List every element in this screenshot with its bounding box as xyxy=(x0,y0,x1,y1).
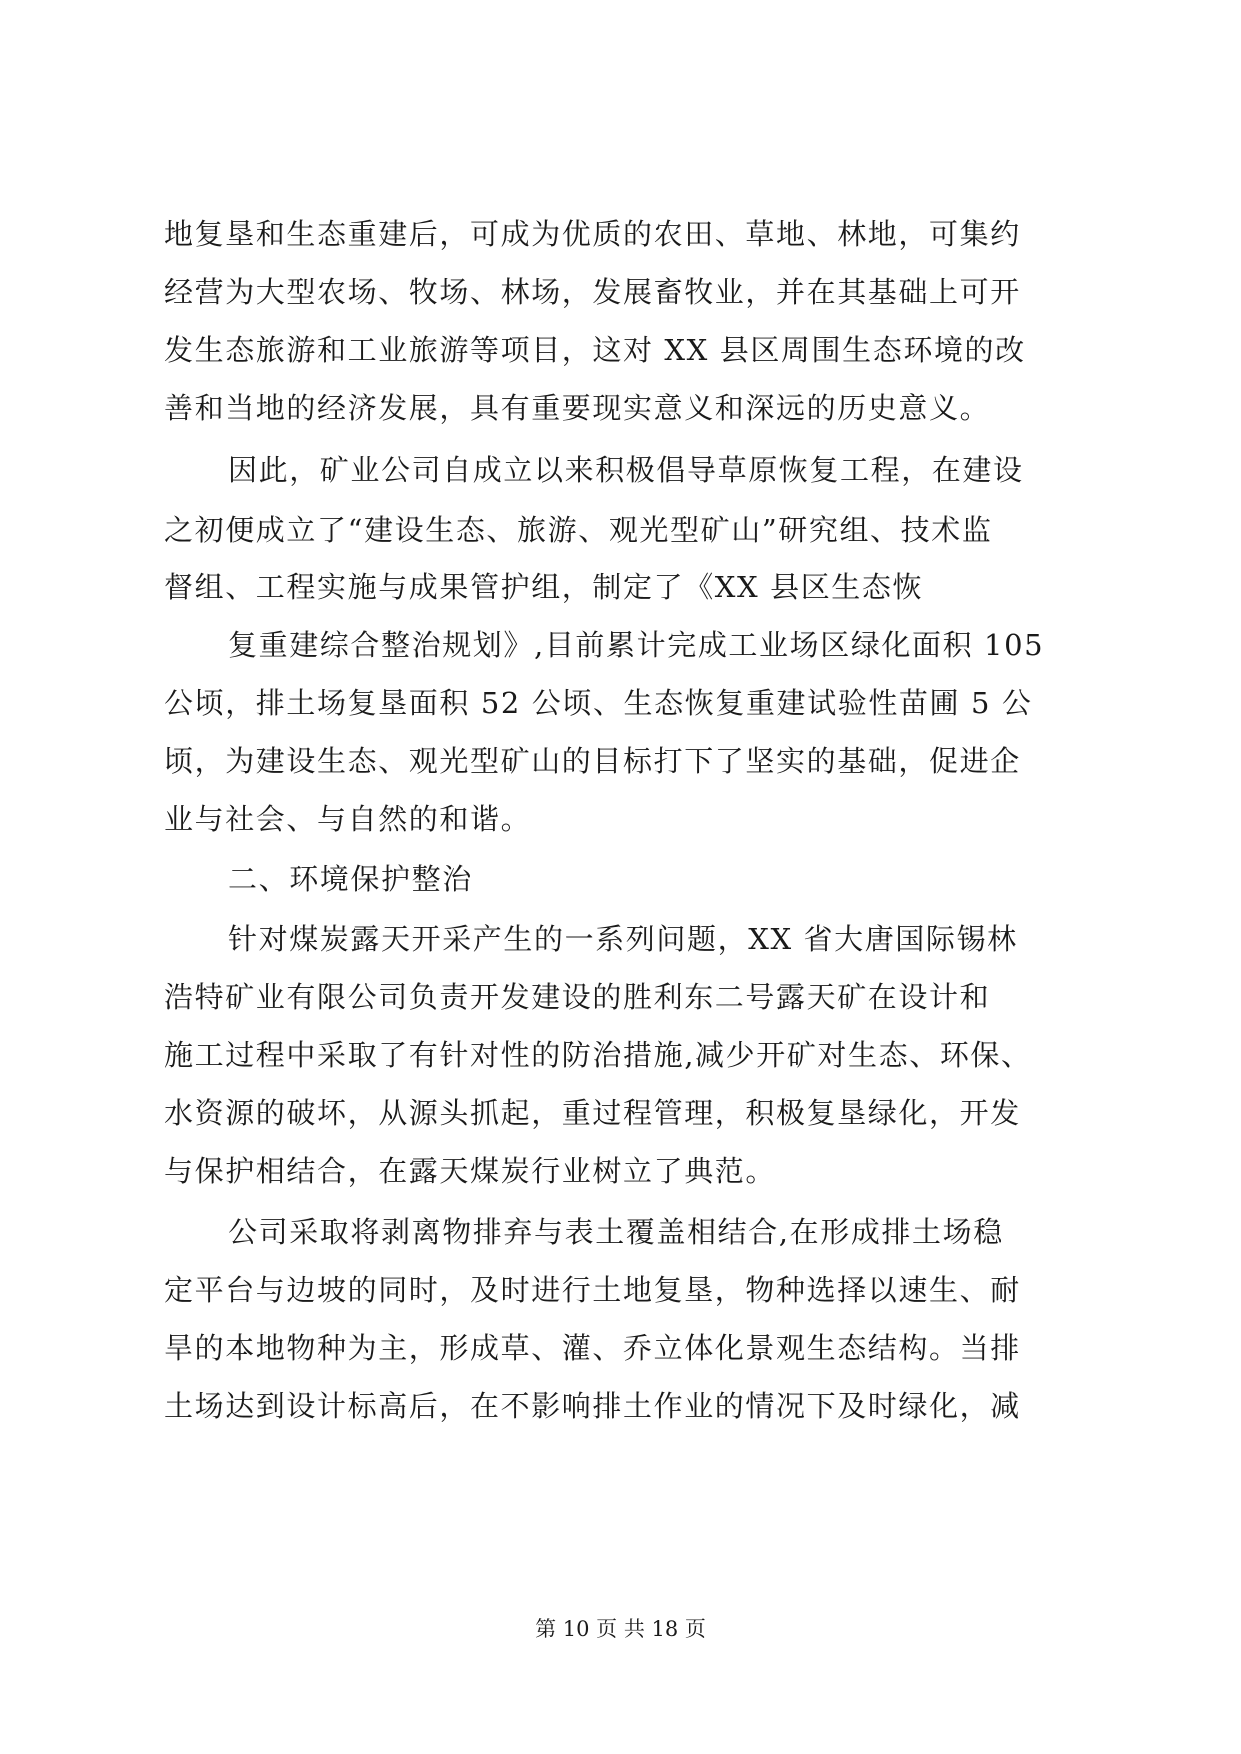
text-line: 因此，矿业公司自成立以来积极倡导草原恢复工程，在建设 xyxy=(228,453,1024,487)
text-line: 公司采取将剥离物排弃与表土覆盖相结合,在形成排土场稳 xyxy=(228,1215,1004,1249)
text-line: 业与社会、与自然的和谐。 xyxy=(164,802,532,836)
text-line: 水资源的破坏，从源头抓起，重过程管理，积极复垦绿化，开发 xyxy=(164,1096,1021,1130)
text-line: 复重建综合整治规划》,目前累计完成工业场区绿化面积 105 xyxy=(228,628,1045,662)
text-line: 公顷，排土场复垦面积 52 公顷、生态恢复重建试验性苗圃 5 公 xyxy=(164,686,1033,720)
text-line: 针对煤炭露天开采产生的一系列问题，XX 省大唐国际锡林 xyxy=(228,922,1018,956)
text-line: 施工过程中采取了有针对性的防治措施,减少开矿对生态、环保、 xyxy=(164,1038,1032,1072)
text-line: 浩特矿业有限公司负责开发建设的胜利东二号露天矿在设计和 xyxy=(164,980,991,1014)
text-line: 土场达到设计标高后，在不影响排土作业的情况下及时绿化，减 xyxy=(164,1389,1021,1423)
text-line: 定平台与边坡的同时，及时进行土地复垦，物种选择以速生、耐 xyxy=(164,1273,1021,1307)
text-line: 善和当地的经济发展，具有重要现实意义和深远的历史意义。 xyxy=(164,391,991,425)
section-heading: 二、环境保护整治 xyxy=(228,862,473,896)
text-line: 地复垦和生态重建后，可成为优质的农田、草地、林地，可集约 xyxy=(164,217,1021,251)
text-line: 发生态旅游和工业旅游等项目，这对 XX 县区周围生态环境的改 xyxy=(164,333,1026,367)
page-number-footer: 第 10 页 共 18 页 xyxy=(535,1617,706,1641)
text-line: 与保护相结合，在露天煤炭行业树立了典范。 xyxy=(164,1154,777,1188)
text-line: 督组、工程实施与成果管护组，制定了《XX 县区生态恢 xyxy=(164,570,924,604)
text-line: 之初便成立了“建设生态、旅游、观光型矿山”研究组、技术监 xyxy=(164,513,993,547)
text-line: 顷，为建设生态、观光型矿山的目标打下了坚实的基础，促进企 xyxy=(164,744,1021,778)
text-line: 旱的本地物种为主，形成草、灌、乔立体化景观生态结构。当排 xyxy=(164,1331,1021,1365)
text-line: 经营为大型农场、牧场、林场，发展畜牧业，并在其基础上可开 xyxy=(164,275,1021,309)
